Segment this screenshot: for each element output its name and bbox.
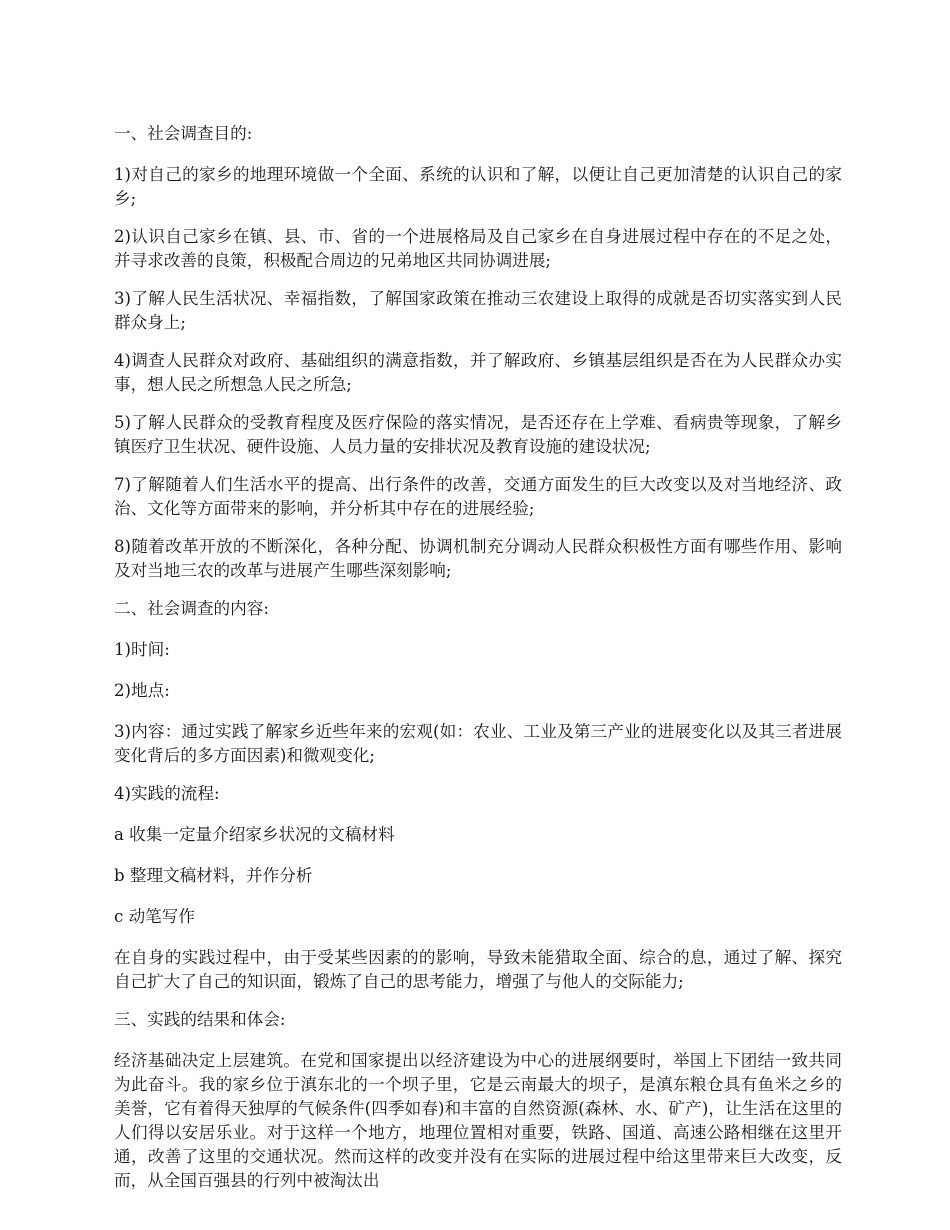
section-heading-results: 三、实践的结果和体会: — [114, 1010, 286, 1029]
paragraph-item-3: 3)了解人民生活状况、幸福指数，了解国家政策在推动三农建设上取得的成就是否切实落实到人民群众身上; — [114, 289, 842, 332]
practice-summary: 在自身的实践过程中，由于受某些因素的的影响，导致未能猎取全面、综合的息，通过了解、探究自己扩大了自己的知识面，锻炼了自己的思考能力，增强了与他人的交际能力; — [114, 948, 842, 991]
process-step-a: a 收集一定量介绍家乡状况的文稿材料 — [114, 825, 395, 844]
paragraph-item-1: 1)对自己的家乡的地理环境做一个全面、系统的认识和了解，以便让自己更加清楚的认识自己的家乡; — [114, 165, 842, 208]
section-heading-purpose: 一、社会调查目的: — [114, 124, 253, 143]
process-step-b: b 整理文稿材料，并作分析 — [114, 866, 313, 885]
content-item-place: 2)地点: — [114, 681, 170, 700]
document-body — [114, 122, 842, 1207]
content-item-process: 4)实践的流程: — [114, 784, 220, 803]
section-heading-content: 二、社会调查的内容: — [114, 599, 269, 618]
process-step-c: c 动笔写作 — [114, 907, 195, 926]
content-item-time: 1)时间: — [114, 640, 170, 659]
results-paragraph: 经济基础决定上层建筑。在党和国家提出以经济建设为中心的进展纲要时，举国上下团结一致共同为此奋斗。我的家乡位于滇东北的一个坝子里，它是云南最大的坝子，是滇东粮仓具有鱼米之乡的美誉，它有着得天独厚的气候条件(四季如春)和丰富的自然资源(森林、水、矿产)，让生活在这里的人们得以安居乐业。对于这样一个地方，地理位置相对重要，铁路、国道、高速公路相继在这里开通，改善了这里的交通状况。然而这样的改变并没有在实际的进展过程中给这里带来巨大改变，反而，从全国百强县的行列中被淘汰出 — [114, 1051, 842, 1190]
content-item-content: 3)内容：通过实践了解家乡近些年来的宏观(如：农业、工业及第三产业的进展变化以及其三者进展变化背后的多方面因素)和微观变化; — [114, 722, 842, 765]
paragraph-item-8: 8)随着改革开放的不断深化，各种分配、协调机制充分调动人民群众积极性方面有哪些作用、影响及对当地三农的改革与进展产生哪些深刻影响; — [114, 537, 842, 580]
paragraph-item-2: 2)认识自己家乡在镇、县、市、省的一个进展格局及自己家乡在自身进展过程中存在的不足之处，并寻求改善的良策，积极配合周边的兄弟地区共同协调进展; — [114, 227, 842, 270]
paragraph-item-7: 7)了解随着人们生活水平的提高、出行条件的改善，交通方面发生的巨大改变以及对当地经济、政治、文化等方面带来的影响，并分析其中存在的进展经验; — [114, 475, 842, 518]
paragraph-item-5: 5)了解人民群众的受教育程度及医疗保险的落实情况，是否还存在上学难、看病贵等现象，了解乡镇医疗卫生状况、硬件设施、人员力量的安排状况及教育设施的建设状况; — [114, 413, 842, 456]
paragraph-item-4: 4)调查人民群众对政府、基础组织的满意指数，并了解政府、乡镇基层组织是否在为人民群众办实事，想人民之所想急人民之所急; — [114, 351, 842, 394]
